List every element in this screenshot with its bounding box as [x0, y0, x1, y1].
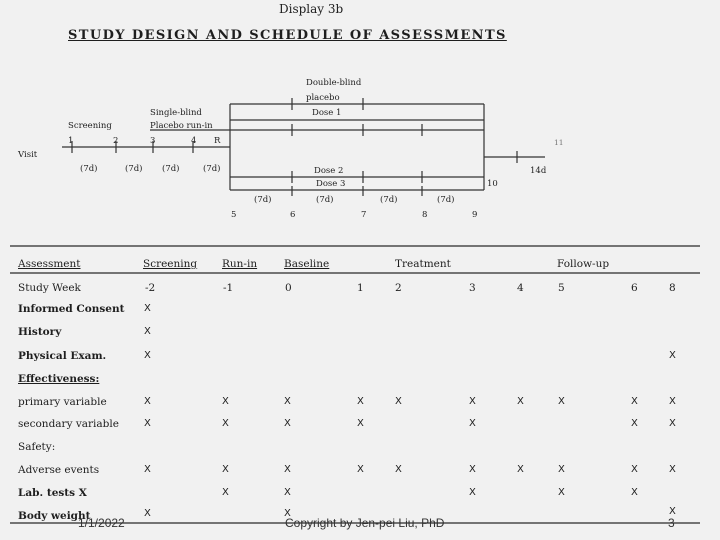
assessment-mark: X — [284, 418, 291, 429]
visit-number: R — [214, 136, 221, 146]
screening-label: Screening — [68, 121, 112, 131]
page-title: STUDY DESIGN AND SCHEDULE OF ASSESSMENTS — [68, 28, 507, 43]
row-label-history: History — [18, 326, 62, 338]
visit-number: 3 — [150, 136, 156, 146]
header-follow-up: Follow-up — [557, 258, 610, 270]
study-week-value: 5 — [558, 282, 565, 294]
study-week-value: 0 — [285, 282, 292, 294]
double-blind-label: Double-blind — [306, 78, 362, 88]
study-week-value: -2 — [145, 282, 156, 294]
assessment-mark: X — [631, 464, 638, 475]
assessment-mark: X — [669, 396, 676, 407]
row-label-primary-variable: primary variable — [18, 396, 107, 408]
study-week-value: -1 — [223, 282, 234, 294]
study-week-value: 2 — [395, 282, 402, 294]
assessment-mark: X — [395, 396, 402, 407]
study-week-label: Study Week — [18, 282, 81, 294]
study-week-value: 1 — [357, 282, 364, 294]
footer-date: 1/1/2022 — [78, 516, 125, 530]
footer-copyright: Copyright by Jen-pei Liu, PhD — [285, 516, 445, 530]
placebo-label: placebo — [306, 93, 340, 103]
visit-number: 8 — [422, 210, 428, 220]
assessment-mark: X — [517, 396, 524, 407]
visit-number: 1 — [68, 136, 74, 146]
study-week-value: 6 — [631, 282, 638, 294]
header-assessment: Assessment — [18, 258, 81, 270]
assessment-mark: X — [357, 396, 364, 407]
visit-number: 2 — [113, 136, 119, 146]
assessment-mark: X — [144, 326, 151, 337]
row-label-body-weight: Body weight — [18, 510, 91, 522]
study-week-value: 3 — [469, 282, 476, 294]
assessment-mark: X — [558, 464, 565, 475]
assessment-mark: X — [222, 418, 229, 429]
row-label-secondary-variable: secondary variable — [18, 418, 119, 430]
row-label-adverse-events: Adverse events — [18, 464, 100, 476]
visit-number: 5 — [231, 210, 237, 220]
row-label-physical-exam: Physical Exam. — [18, 350, 107, 362]
assessment-mark: X — [631, 396, 638, 407]
assessment-mark: X — [395, 464, 402, 475]
visit-number: 7 — [361, 210, 367, 220]
assessment-mark: X — [144, 350, 151, 361]
study-week-value: 4 — [517, 282, 524, 294]
visit-number: 6 — [290, 210, 296, 220]
assessment-mark: X — [222, 487, 229, 498]
row-label-informed-consent: Informed Consent — [18, 303, 125, 315]
visit-number: 9 — [472, 210, 478, 220]
assessment-mark: X — [222, 464, 229, 475]
row-label-effectiveness: Effectiveness: — [18, 373, 100, 385]
assessment-mark: X — [284, 396, 291, 407]
assessment-mark: X — [144, 418, 151, 429]
dose1-label: Dose 1 — [312, 108, 342, 118]
assessment-mark: X — [517, 464, 524, 475]
study-week-value: 8 — [669, 282, 676, 294]
dose2-label: Dose 2 — [314, 166, 344, 176]
interval-label: (7d) — [162, 164, 180, 174]
assessment-mark: X — [558, 487, 565, 498]
assessment-mark: X — [669, 350, 676, 361]
assessment-mark: X — [284, 464, 291, 475]
single-blind-label: Single-blind — [150, 108, 202, 118]
assessment-mark: X — [144, 508, 151, 519]
assessment-mark: X — [144, 396, 151, 407]
row-label-safety: Safety: — [18, 441, 56, 453]
visit-number: 11 — [554, 138, 564, 147]
interval-label: (7d) — [125, 164, 143, 174]
header-screening: Screening — [143, 258, 198, 270]
page-number: 3 — [668, 516, 675, 530]
interval-label: (7d) — [380, 195, 398, 205]
assessment-mark: X — [669, 464, 676, 475]
followup-interval-label: 14d — [530, 166, 547, 176]
assessment-mark: X — [631, 487, 638, 498]
assessment-mark: X — [469, 396, 476, 407]
dose3-label: Dose 3 — [316, 179, 346, 189]
placebo-run-in-label: Placebo run-in — [150, 121, 213, 131]
assessment-mark: X — [144, 303, 151, 314]
assessment-mark: X — [469, 418, 476, 429]
interval-label: (7d) — [437, 195, 455, 205]
visit-number: 4 — [191, 136, 197, 146]
interval-label: (7d) — [316, 195, 334, 205]
assessment-mark: X — [357, 464, 364, 475]
header-baseline: Baseline — [284, 258, 330, 270]
assessment-mark: X — [669, 418, 676, 429]
assessment-mark: X — [469, 487, 476, 498]
interval-label: (7d) — [254, 195, 272, 205]
visit-label: Visit — [18, 150, 38, 160]
display-label: Display 3b — [279, 2, 344, 16]
row-label-lab-tests: Lab. tests X — [18, 487, 87, 499]
assessment-mark: X — [284, 508, 291, 519]
visit-number: 10 — [487, 179, 498, 189]
assessment-mark: X — [469, 464, 476, 475]
interval-label: (7d) — [80, 164, 98, 174]
assessment-mark: X — [284, 487, 291, 498]
assessment-mark: X — [631, 418, 638, 429]
interval-label: (7d) — [203, 164, 221, 174]
assessment-mark: X — [144, 464, 151, 475]
header-run-in: Run-in — [222, 258, 258, 270]
assessment-mark: X — [222, 396, 229, 407]
assessment-mark: X — [669, 506, 676, 517]
header-treatment: Treatment — [395, 258, 451, 270]
assessment-mark: X — [357, 418, 364, 429]
assessment-mark: X — [558, 396, 565, 407]
